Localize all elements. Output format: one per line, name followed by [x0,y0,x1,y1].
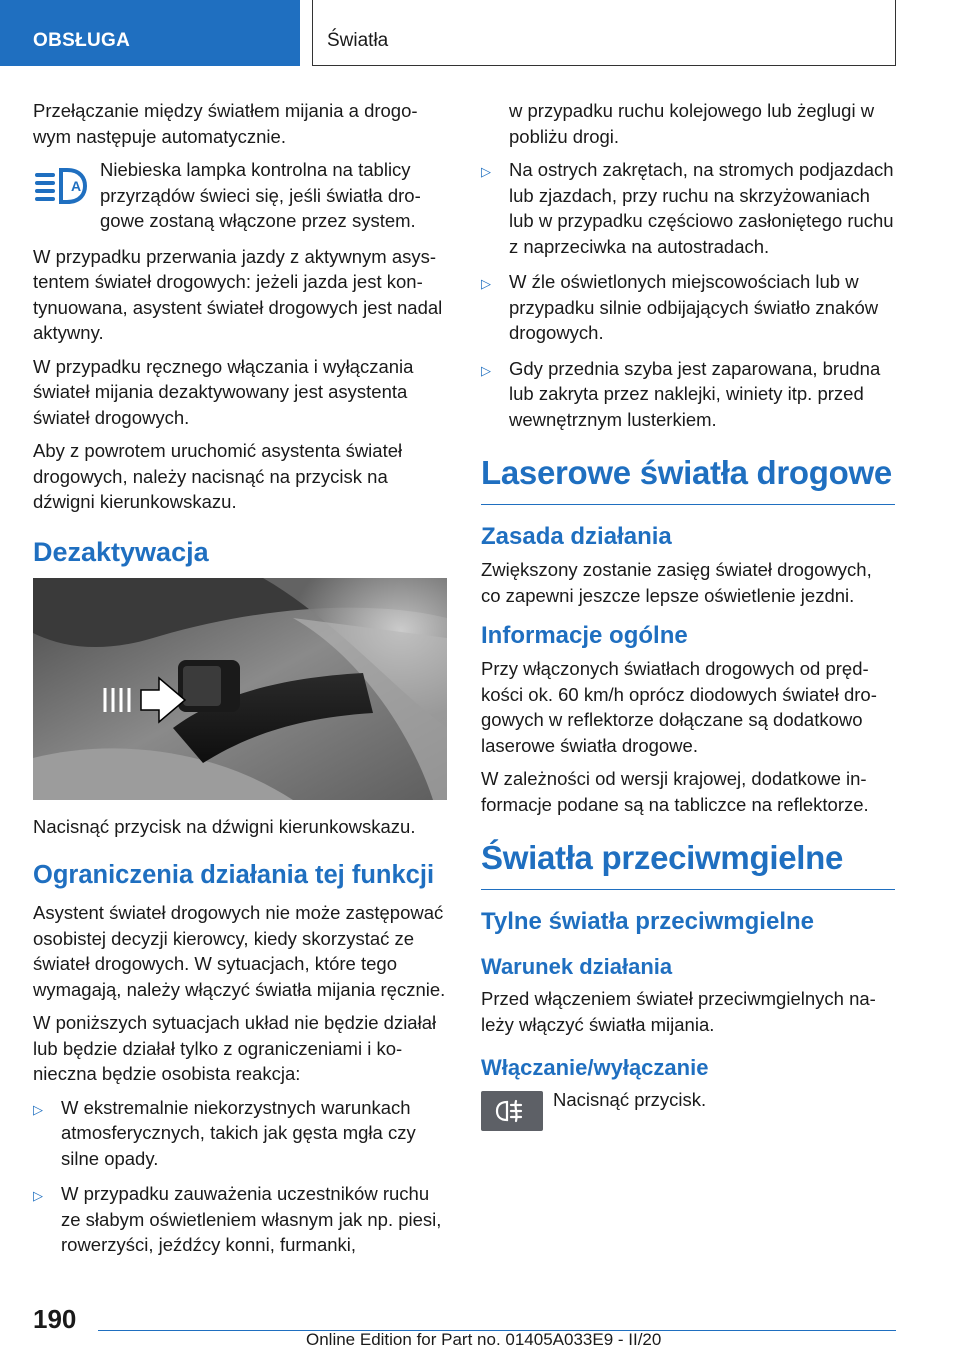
heading-deactivation: Dezaktywacja [33,536,209,567]
chapter-title: Światła [312,0,896,66]
svg-text:A: A [71,178,82,194]
list-item: ▷ Gdy przednia szyba jest zaparowana, brudna lub zakryta przez naklejki, winiety itp. przed wewnętrznym lusterkiem. [481,356,895,433]
right-column [481,98,895,1131]
paragraph: W przypadku przerwania jazdy z aktywnym asystentem świateł drogowych: jeżeli jazda jest kontynuowana, asystent świateł drogowych jest nadal aktywny. [33,245,443,343]
paragraph: W poniższych sytuacjach układ nie będzie działał lub będzie działał tylko z ograniczeniami i konieczna będzie osobista reakcja: [33,1012,437,1084]
section-label: OBSŁUGA [0,0,300,66]
heading-principle: Zasada działania [481,523,672,550]
heading-on-off: Włączanie/wyłączanie [481,1055,709,1080]
heading-laser-high-beam: Laserowe światła drogowe [481,454,895,505]
limits-list-continued [481,157,895,432]
heading-fog-lights: Światła przeciwmgielne [481,839,895,890]
edition-text: Online Edition for Part no. 01405A033E9 - II/20 [306,1330,662,1349]
indicator-note [33,157,447,234]
page-footer [0,1290,960,1362]
heading-limits: Ograniczenia działania tej funkcji [33,861,435,889]
indicator-text: Niebieska lampka kontrolna na tablicy przyrządów świeci się, jeśli światła drogowe zostaną włączone przez system. [100,159,421,231]
list-continuation: w przypadku ruchu kolejowego lub żeglugi w pobliżu drogi. [509,100,875,147]
high-beam-indicator-icon [33,163,93,213]
paragraph: Aby z powrotem uruchomić asystenta świateł drogowych, należy nacisnąć na przycisk na dźwigni kierunkowskazu. [33,440,403,512]
list-item: ▷ W przypadku zauważenia uczestników ruchu ze słabym oświetleniem własnym jak np. piesi, rowerzyści, jeźdźcy konni, furmanki, [33,1181,447,1258]
turn-signal-lever-photo [33,578,447,800]
left-column [33,98,447,1268]
fog-button-note [481,1087,895,1131]
heading-condition: Warunek działania [481,954,673,979]
limits-list [33,1095,447,1258]
paragraph: Przełączanie między światłem mijania a drogowym następuje automatycznie. [33,100,418,147]
paragraph: Asystent świateł drogowych nie może zastępować osobistej decyzji kierowcy, kiedy skorzystać ze świateł drogowych. W sytuacjach, które tego wymagają, należy włączyć światła mijania ręcznie. [33,902,446,1000]
paragraph: Zwiększony zostanie zasięg świateł drogowych, co zapewni jeszcze lepsze oświetlenie jezdni. [481,559,872,606]
triangle-bullet-icon: ▷ [481,276,491,291]
triangle-bullet-icon: ▷ [481,164,491,179]
photo-caption: Nacisnąć przycisk na dźwigni kierunkowskazu. [33,815,416,837]
list-item: ▷ Na ostrych zakrętach, na stromych podjazdach lub zjazdach, przy ruchu na skrzyżowaniach lub w przypadku częściowo zasłoniętego ruchu z naprzeciwka na autostradach. [481,157,895,259]
paragraph: Przed włączeniem świateł przeciwmgielnych należy włączyć światła mijania. [481,988,876,1035]
page-header [0,0,960,66]
paragraph: Przy włączonych światłach drogowych od prędkości ok. 60 km/h oprócz diodowych świateł drogowych w reflektorze dołączane są dodatkowo laserowe światła drogowe. [481,658,877,756]
rear-fog-light-button-icon [481,1091,543,1131]
triangle-bullet-icon: ▷ [33,1188,43,1203]
list-item: ▷ W ekstremalnie niekorzystnych warunkach atmosferycznych, takich jak gęsta mgła czy silne opady. [33,1095,447,1172]
heading-general-info: Informacje ogólne [481,622,688,649]
triangle-bullet-icon: ▷ [33,1101,43,1117]
paragraph: W przypadku ręcznego włączania i wyłączania świateł mijania dezaktywowany jest asystenta świateł drogowych. [33,355,414,428]
instruction-text: Nacisnąć przycisk. [553,1089,707,1110]
heading-rear-fog-lights: Tylne światła przeciwmgielne [481,908,814,935]
list-item: ▷ W źle oświetlonych miejscowościach lub w przypadku silnie odbijających światło znaków drogowych. [481,269,895,346]
triangle-bullet-icon: ▷ [481,362,491,378]
page-number: 190 [33,1304,77,1334]
paragraph: W zależności od wersji krajowej, dodatkowe informacje podane są na tabliczce na reflektorze. [481,768,869,815]
